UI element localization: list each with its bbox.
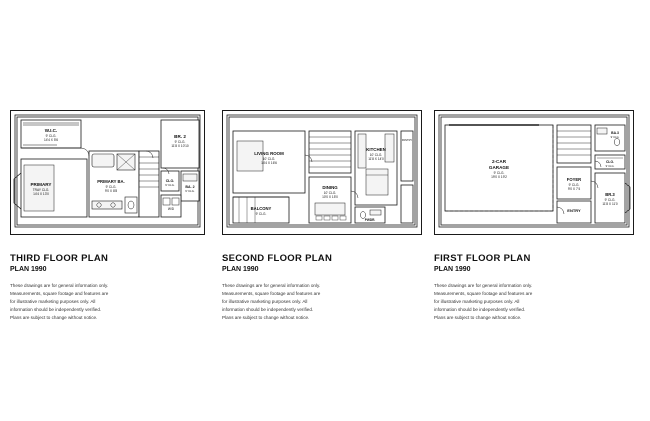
note-line: Measurements, square footage and features are — [10, 290, 109, 296]
room-dim-ba2: 9' CLG. — [185, 189, 195, 193]
room-dim-br2: 9' CLG. — [174, 140, 186, 144]
note-line: Measurements, square footage and features are — [222, 290, 321, 296]
note-line: for illustrative marketing purposes only. All — [434, 298, 520, 304]
room-dim2-kitchen: 11'8 X 14'0 — [368, 157, 384, 161]
plan-block-third-floor — [10, 110, 205, 321]
plan-title-second: SECOND FLOOR PLAN — [222, 253, 333, 264]
third-floor-drawing — [10, 110, 205, 235]
room-dim-primary: TRAY CLG. — [32, 188, 50, 192]
room-dim-garage: 9' CLG. — [493, 171, 505, 175]
room-dim2-primary: 14'4 X 13'0 — [33, 192, 49, 196]
second-floor-drawing — [222, 110, 422, 235]
plan-block-first-floor — [434, 110, 634, 321]
note-line: for illustrative marketing purposes only. All — [222, 298, 308, 304]
room-dim-clo-first: 9' CLG. — [605, 165, 615, 168]
room-label-entry: ENTRY — [567, 208, 581, 213]
room-label-foyer: FOYER — [566, 177, 582, 182]
plan-title-first: FIRST FLOOR PLAN — [434, 253, 531, 264]
third-floor-svg — [11, 111, 204, 234]
plan-subtitle-second: PLAN 1990 — [222, 266, 259, 273]
second-floor-svg — [223, 111, 421, 234]
room-label-br2: BR. 2 — [174, 134, 186, 139]
room-dim2-foyer: 9'0 X 7'4 — [567, 187, 581, 191]
note-line: information should be independently verified. — [434, 306, 526, 312]
first-floor-drawing — [434, 110, 634, 235]
first-floor-svg — [435, 111, 633, 234]
third-floor-caption — [10, 253, 205, 321]
plan-note-third — [10, 282, 178, 321]
room-dim2-wic: 14'4 X 5'6 — [44, 138, 58, 142]
room-dim-primary-bath: 9' CLG. — [105, 185, 117, 189]
room-dim-br3: 9' CLG. — [604, 198, 616, 202]
room-label-br3: BR.3 — [605, 192, 615, 197]
room-label-primary-bath: PRIMARY BA. — [97, 179, 125, 184]
room-dim-foyer: 9' CLG. — [568, 183, 580, 187]
note-line: Plans are subject to change without notice. — [10, 314, 98, 320]
second-floor-caption — [222, 253, 422, 321]
room-dim-living-room: 10' CLG. — [262, 157, 276, 161]
room-dim-dining: 10' CLG. — [323, 191, 337, 195]
room-dim2-br3: 11'8 X 11'0 — [602, 202, 618, 206]
room-label-primary: PRIMARY — [30, 182, 52, 187]
room-label-ba2: BA. 2 — [185, 185, 195, 189]
plan-title-third: THIRD FLOOR PLAN — [10, 253, 109, 264]
note-line: These drawings are for general information only. — [10, 283, 109, 288]
note-line: for illustrative marketing purposes only. All — [10, 298, 96, 304]
room-label-balcony: BALCONY — [250, 206, 272, 211]
room-label-garage-line2: GARAGE — [488, 165, 510, 170]
note-line: Measurements, square footage and features are — [434, 290, 533, 296]
room-label-powder: PWDR. — [364, 218, 376, 222]
room-dim-kitchen: 10' CLG. — [369, 153, 383, 157]
room-dim-balcony: 9' CLG. — [255, 212, 267, 216]
note-line: information should be independently verified. — [222, 306, 314, 312]
room-label-pantry: PANTRY — [401, 139, 413, 142]
plan-subtitle-third: PLAN 1990 — [10, 266, 47, 273]
note-line: information should be independently verified. — [10, 306, 102, 312]
room-label-clo: CLO. — [165, 179, 175, 183]
room-label-wd: W/D — [167, 207, 175, 211]
room-dim-wic: 9' CLG. — [45, 134, 57, 138]
room-label-living-room: LIVING ROOM — [254, 151, 284, 156]
first-floor-caption — [434, 253, 634, 321]
plan-note-first — [434, 282, 602, 321]
room-dim2-living-room: 14'4 X 16'6 — [261, 161, 277, 165]
room-label-kitchen: KITCHEN — [366, 147, 386, 152]
room-dim2-garage: 19'0 X 19'2 — [491, 175, 507, 179]
note-line: These drawings are for general information only. — [434, 283, 533, 288]
note-line: Plans are subject to change without notice. — [434, 314, 522, 320]
room-dim2-dining: 10'0 X 15'0 — [322, 195, 338, 199]
plan-block-second-floor — [222, 110, 422, 321]
room-dim2-br2: 11'8 X 10'10 — [171, 144, 189, 148]
plan-subtitle-first: PLAN 1990 — [434, 266, 471, 273]
room-dim2-primary-bath: 9'0 X 8'8 — [104, 189, 118, 193]
room-dim-ba3: 9' CLG. — [610, 136, 620, 139]
room-dim-clo: 9' CLG. — [165, 183, 175, 187]
room-label-garage-line1: 2-CAR — [491, 159, 507, 164]
room-label-dining: DINING — [322, 185, 338, 190]
room-label-ba3: BA.3 — [611, 131, 619, 135]
note-line: Plans are subject to change without notice. — [222, 314, 310, 320]
room-label-wic: W.I.C. — [44, 128, 58, 133]
plan-note-second — [222, 282, 390, 321]
note-line: These drawings are for general information only. — [222, 283, 321, 288]
room-label-clo-first: CLO. — [605, 160, 615, 164]
